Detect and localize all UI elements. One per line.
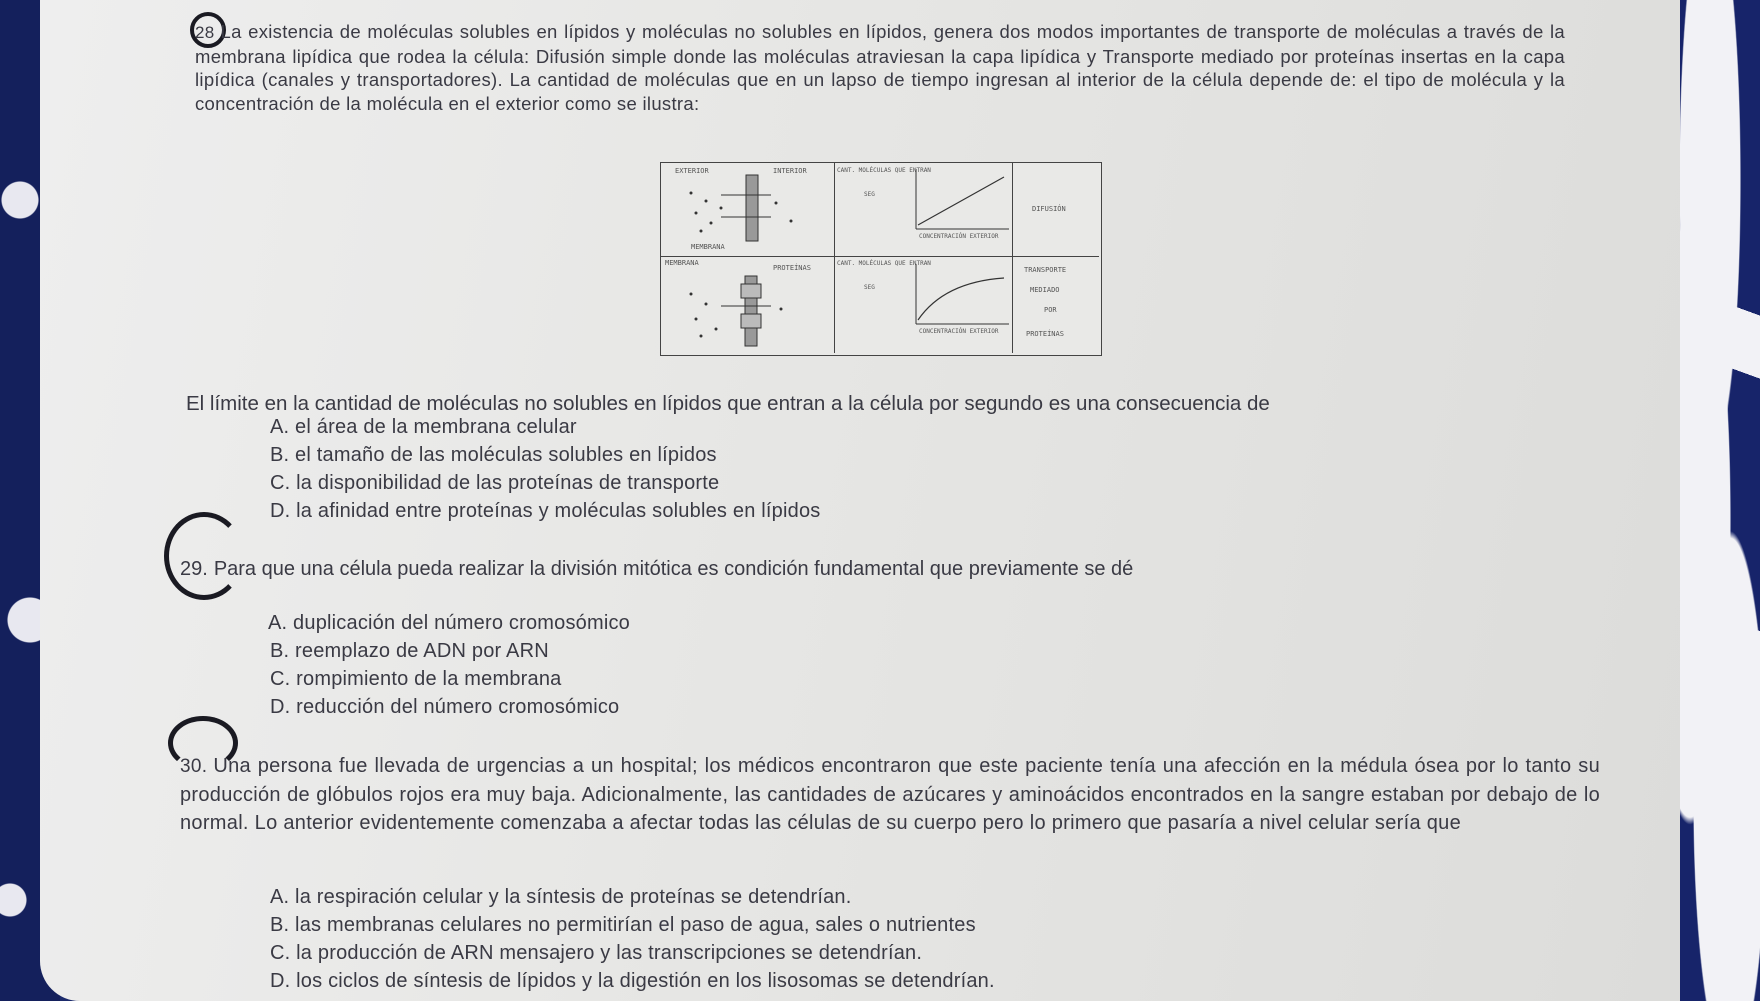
q28-option-a: A. el área de la membrana celular xyxy=(270,416,577,438)
diagram-cell-graph-2 xyxy=(834,256,1013,353)
q28-option-c: C. la disponibilidad de las proteínas de transporte xyxy=(270,472,720,494)
graph-ylabel-unit: SEG xyxy=(864,191,875,198)
question-body: Para que una célula pueda realizar la división mitótica es condición fundamental que previamente se dé xyxy=(213,558,1134,580)
question-number: 30. xyxy=(180,756,208,777)
label-proteinas: PROTEÍNAS xyxy=(773,264,811,272)
diagram-cell-membrane-1 xyxy=(661,163,835,257)
q30-option-d: D. los ciclos de síntesis de lípidos y la digestión en los lisosomas se detendrían. xyxy=(270,970,995,992)
q30-option-a: A. la respiración celular y la síntesis de proteínas se detendrían. xyxy=(270,886,852,908)
transport-diagram xyxy=(660,162,1102,356)
question-body: Una persona fue llevada de urgencias a un hospital; los médicos encontraron que este paciente tenía una afección en la médula ósea por lo tanto su producción de glóbulos rojos era muy baja. Adicionalmente, las cantidades de azúcares y aminoácidos encontrados en la sangre estaban por debajo de lo normal. Lo anterior evidentemente comenzaba a afectar todas las células de su cuerpo pero lo primero que pasaría a nivel celular sería que xyxy=(180,755,1600,834)
label-difusion: DIFUSIÓN xyxy=(1032,205,1066,213)
protein-membrane-sketch xyxy=(661,264,831,354)
question-28-text xyxy=(195,20,1565,115)
q29-option-b: B. reemplazo de ADN por ARN xyxy=(270,640,549,662)
label-membrana-2: MEMBRANA xyxy=(665,259,699,267)
q29-option-c: C. rompimiento de la membrana xyxy=(270,668,562,690)
diagram-cell-graph-1 xyxy=(834,163,1013,257)
question-30-text xyxy=(180,752,1600,837)
linear-graph xyxy=(834,163,1012,256)
membrane-sketch xyxy=(661,173,831,253)
q30-option-b: B. las membranas celulares no permitirían el paso de agua, sales o nutrientes xyxy=(270,914,976,936)
label-membrana: MEMBRANA xyxy=(691,243,725,251)
q29-option-d: D. reducción del número cromosómico xyxy=(270,696,620,718)
q30-option-c: C. la producción de ARN mensajero y las transcripciones se detendrían. xyxy=(270,942,923,964)
q28-option-d: D. la afinidad entre proteínas y moléculas solubles en lípidos xyxy=(270,500,821,522)
graph-xlabel-2: CONCENTRACIÓN EXTERIOR xyxy=(919,328,999,335)
exam-sheet xyxy=(40,0,1680,1001)
graph-ylabel-2: CANT. MOLÉCULAS QUE ENTRAN xyxy=(837,260,931,267)
question-29-stem xyxy=(180,558,1540,581)
saturation-graph xyxy=(834,256,1012,353)
graph-xlabel: CONCENTRACIÓN EXTERIOR xyxy=(919,233,999,240)
graph-ylabel-unit-2: SEG xyxy=(864,284,875,291)
q29-option-a: A. duplicación del número cromosómico xyxy=(268,612,631,634)
label-exterior: EXTERIOR xyxy=(675,167,709,175)
question-number: 28 xyxy=(195,23,215,42)
pen-circle-q29 xyxy=(164,512,244,600)
graph-ylabel: CANT. MOLÉCULAS QUE ENTRAN xyxy=(837,167,931,174)
diagram-cell-label-1 xyxy=(1012,163,1099,257)
q28-option-b: B. el tamaño de las moléculas solubles en lípidos xyxy=(270,444,717,466)
label-transporte: TRANSPORTE xyxy=(1024,266,1067,274)
label-por: POR xyxy=(1044,306,1057,314)
diagram-cell-membrane-2 xyxy=(661,256,835,353)
diagram-cell-label-2 xyxy=(1012,256,1099,353)
label-proteinas-2: PROTEÍNAS xyxy=(1026,330,1064,338)
question-28-stem: El límite en la cantidad de moléculas no solubles en lípidos que entran a la célula por segundo es una consecuencia de xyxy=(186,392,1270,415)
label-mediado: MEDIADO xyxy=(1030,286,1060,294)
question-number: 29. xyxy=(180,558,208,580)
question-body: La existencia de moléculas solubles en lípidos y moléculas no solubles en lípidos, genera dos modos importantes de transporte de moléculas a través de la membrana lipídica que rodea la célula: Difusión simple donde las moléculas atraviesan la capa lipídica y Transporte mediado por proteínas insertas en la capa lipídica (canales y transportadores). La cantidad de moléculas que en un lapso de tiempo ingresan al interior de la célula depende de: el tipo de molécula y la concentración de la molécula en el exterior como se ilustra: xyxy=(195,21,1565,114)
label-interior: INTERIOR xyxy=(773,167,807,175)
